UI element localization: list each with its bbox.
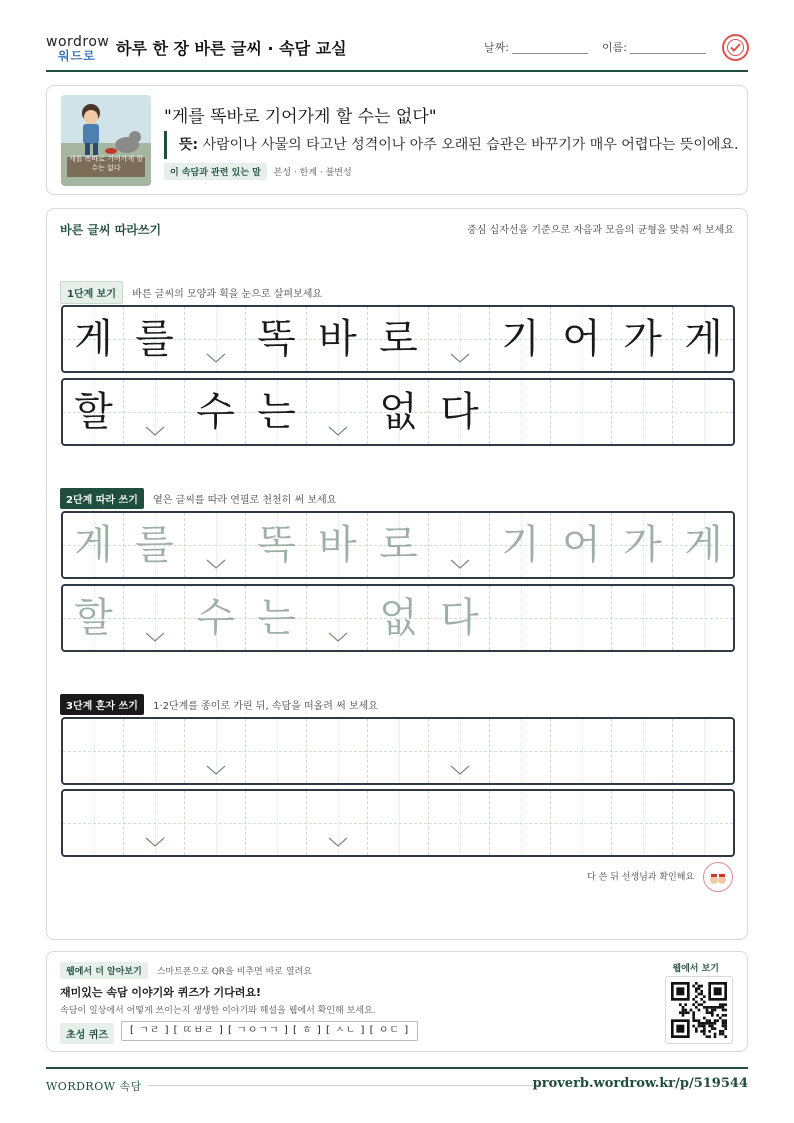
model-character: 로 xyxy=(379,316,418,362)
model-character: 수 xyxy=(196,389,235,435)
grid-center-guide xyxy=(399,791,400,855)
step3-desc: 1·2단계를 종이로 가린 뒤, 속담을 떠올려 써 보세요 xyxy=(153,701,378,712)
step3-badge: 3단계 혼자 쓰기 xyxy=(60,694,144,715)
grid-center-guide xyxy=(460,791,461,855)
trace-character: 바 xyxy=(318,522,357,568)
step1-header xyxy=(60,281,322,304)
grid-center-guide xyxy=(643,719,644,783)
step2-badge: 2단계 따라 쓰기 xyxy=(60,488,144,509)
step1-desc: 바른 글씨의 모양과 획을 눈으로 살펴보세요 xyxy=(132,289,323,300)
writing-row[interactable] xyxy=(61,511,735,579)
trace-character: 게 xyxy=(74,522,113,568)
web-tag-row xyxy=(60,962,312,979)
step2-desc: 옅은 글씨를 따라 연필로 천천히 써 보세요 xyxy=(153,495,337,506)
grid-center-guide xyxy=(643,791,644,855)
space-mark-icon xyxy=(206,555,226,567)
model-character: 게 xyxy=(74,316,113,362)
step3-header xyxy=(60,694,378,715)
grid-center-guide xyxy=(521,791,522,855)
trace-character: 로 xyxy=(379,522,418,568)
date-label: 날짜: xyxy=(484,41,509,54)
model-character: 바 xyxy=(318,316,357,362)
trace-character: 기 xyxy=(501,522,540,568)
footer-url[interactable]: proverb.wordrow.kr/p/519544 xyxy=(532,1076,748,1091)
proverb-title: "게를 똑바로 기어가게 할 수는 없다" xyxy=(164,107,437,127)
space-mark-icon xyxy=(450,555,470,567)
trace-character: 없 xyxy=(379,595,418,641)
trace-character: 가 xyxy=(623,522,662,568)
practice-title: 바른 글씨 따라쓰기 xyxy=(60,223,162,237)
chosung-quiz: [ ㄱㄹ ] [ ㄸㅂㄹ ] [ ㄱㅇㄱㄱ ] [ ㅎ ] [ ㅅㄴ ] [ ㅇㄷ ] xyxy=(121,1021,418,1041)
logo-text-top: wordrow xyxy=(46,34,110,50)
page-title: 하루 한 장 바른 글씨 · 속담 교실 xyxy=(116,39,347,58)
writing-row[interactable] xyxy=(61,584,735,652)
space-mark-icon xyxy=(450,349,470,361)
step2-header xyxy=(60,488,336,509)
qr-code-icon[interactable] xyxy=(665,976,733,1044)
grid-center-guide xyxy=(521,586,522,650)
qr-label: 웹에서 보기 xyxy=(672,964,719,974)
grid-center-guide xyxy=(521,719,522,783)
meaning-label: 뜻: xyxy=(179,137,199,153)
web-title: 재미있는 속담 이야기와 퀴즈가 기다려요! xyxy=(60,986,261,999)
name-field[interactable] xyxy=(630,53,706,54)
grid-center-guide xyxy=(94,791,95,855)
meaning-text: 사람이나 사물의 타고난 성격이나 아주 오래된 습관은 바꾸기가 매우 어렵다는 뜻이에요. xyxy=(202,137,739,153)
quiz-label: 초성 퀴즈 xyxy=(60,1023,114,1044)
space-mark-icon xyxy=(145,422,165,434)
grid-center-guide xyxy=(704,380,705,444)
web-tag-desc: 스마트폰으로 QR을 비추면 바로 열려요 xyxy=(156,967,312,977)
trace-character: 똑 xyxy=(257,522,296,568)
footer-divider xyxy=(148,1085,540,1086)
space-mark-icon xyxy=(145,833,165,845)
space-mark-icon xyxy=(206,761,226,773)
model-character: 게 xyxy=(684,316,723,362)
teacher-check xyxy=(587,862,733,892)
practice-panel xyxy=(46,208,748,940)
trace-character: 게 xyxy=(684,522,723,568)
model-character: 어 xyxy=(562,316,601,362)
grid-center-guide xyxy=(399,719,400,783)
web-tag: 웹에서 더 알아보기 xyxy=(60,962,148,979)
grid-center-guide xyxy=(277,719,278,783)
model-character: 기 xyxy=(501,316,540,362)
proverb-illustration xyxy=(61,95,151,186)
related-label: 이 속담과 관련 있는 말 xyxy=(164,163,267,180)
wordrow-logo xyxy=(46,34,108,64)
illustration-caption: 게를 똑바로 기어가게 할 수는 없다 xyxy=(68,155,144,172)
grid-center-guide xyxy=(704,791,705,855)
space-mark-icon xyxy=(450,761,470,773)
grid-center-guide xyxy=(521,380,522,444)
trace-character: 는 xyxy=(257,595,296,641)
related-words xyxy=(164,163,352,180)
model-character: 없 xyxy=(379,389,418,435)
trace-character: 수 xyxy=(196,595,235,641)
space-mark-icon xyxy=(328,833,348,845)
model-character: 다 xyxy=(440,389,479,435)
grid-center-guide xyxy=(277,791,278,855)
trace-character: 다 xyxy=(440,595,479,641)
grid-center-guide xyxy=(338,719,339,783)
related-list: 본성 · 한계 · 불변성 xyxy=(273,168,352,178)
grid-center-guide xyxy=(704,719,705,783)
writing-row[interactable] xyxy=(61,717,735,785)
trace-character: 를 xyxy=(135,522,174,568)
page-header xyxy=(46,30,748,72)
date-field[interactable] xyxy=(512,53,588,54)
page-footer xyxy=(46,1067,748,1097)
model-character: 할 xyxy=(74,389,113,435)
space-mark-icon xyxy=(145,628,165,640)
proverb-card xyxy=(46,85,748,195)
grid-center-guide xyxy=(216,791,217,855)
writing-row[interactable] xyxy=(61,789,735,857)
model-character: 는 xyxy=(257,389,296,435)
check-text: 다 쓴 뒤 선생님과 확인해요 xyxy=(587,872,695,883)
model-character: 가 xyxy=(623,316,662,362)
web-desc: 속담이 일상에서 어떻게 쓰이는지 생생한 이야기와 해설을 웹에서 확인해 보세요. xyxy=(60,1006,376,1016)
teacher-stamp-icon xyxy=(703,862,733,892)
footer-brand: WORDROW 속담 xyxy=(46,1080,142,1093)
grid-center-guide xyxy=(704,586,705,650)
writing-row[interactable] xyxy=(61,378,735,446)
trace-character: 할 xyxy=(74,595,113,641)
space-mark-icon xyxy=(328,628,348,640)
model-character: 똑 xyxy=(257,316,296,362)
web-card xyxy=(46,951,748,1052)
practice-guide: 중심 십자선을 기준으로 자음과 모음의 균형을 맞춰 써 보세요 xyxy=(467,225,734,236)
name-label: 이름: xyxy=(602,41,627,54)
grid-center-guide xyxy=(582,791,583,855)
grid-center-guide xyxy=(643,586,644,650)
grid-center-guide xyxy=(155,719,156,783)
grid-center-guide xyxy=(94,719,95,783)
grid-center-guide xyxy=(582,586,583,650)
space-mark-icon xyxy=(206,349,226,361)
grid-center-guide xyxy=(582,719,583,783)
proverb-meaning xyxy=(164,131,738,159)
check-stamp-icon xyxy=(722,34,749,61)
logo-text-bottom: 워드로 xyxy=(58,49,96,63)
model-character: 를 xyxy=(135,316,174,362)
grid-center-guide xyxy=(643,380,644,444)
space-mark-icon xyxy=(328,422,348,434)
trace-character: 어 xyxy=(562,522,601,568)
writing-row[interactable] xyxy=(61,305,735,373)
grid-center-guide xyxy=(582,380,583,444)
step1-badge: 1단계 보기 xyxy=(60,281,123,304)
